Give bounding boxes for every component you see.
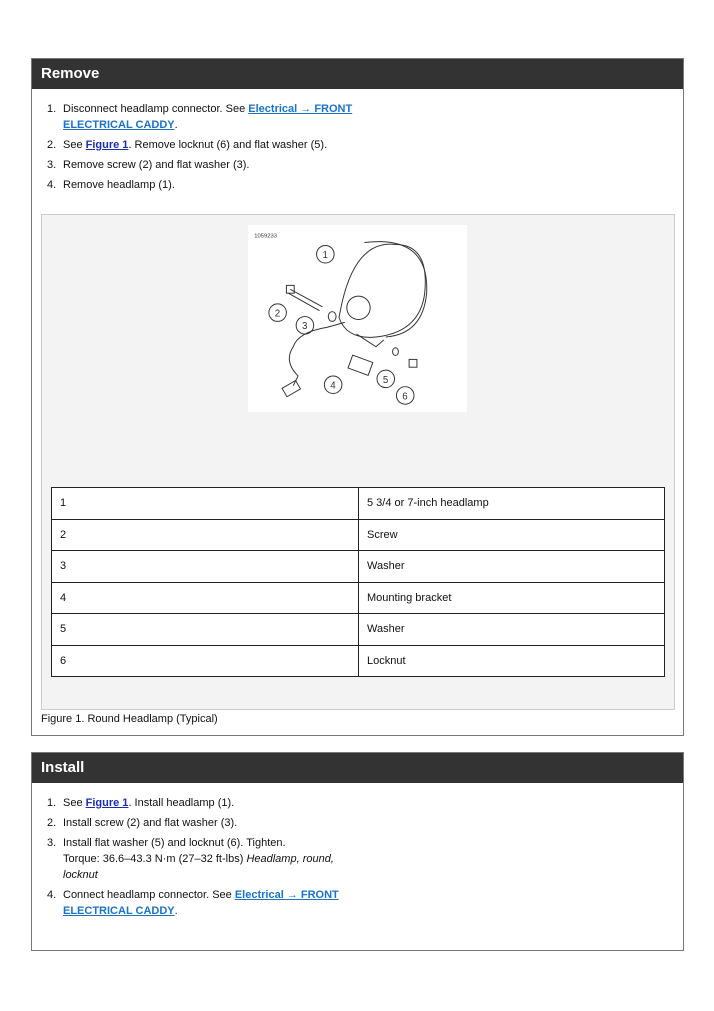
electrical-caddy-link[interactable]: Electrical → FRONT ELECTRICAL CADDY bbox=[63, 889, 339, 917]
install-header: Install bbox=[32, 753, 683, 783]
table-row: 3 Washer bbox=[52, 551, 665, 583]
table-row: 2 Screw bbox=[52, 519, 665, 551]
table-row: 4 Mounting bracket bbox=[52, 582, 665, 614]
install-step-2: 2. Install screw (2) and flat washer (3). bbox=[47, 817, 238, 829]
remove-step-3: 3. Remove screw (2) and flat washer (3). bbox=[47, 159, 250, 171]
parts-legend-table bbox=[51, 487, 665, 677]
remove-step-1: 1. Disconnect headlamp connector. See Electrical → FRONT ELECTRICAL CADDY. bbox=[47, 103, 353, 131]
table-row: 6 Locknut bbox=[52, 645, 665, 677]
remove-header: Remove bbox=[32, 59, 683, 89]
table-row: 1 5 3/4 or 7-inch headlamp bbox=[52, 488, 665, 520]
svg-text:3: 3 bbox=[301, 321, 308, 333]
svg-text:4: 4 bbox=[330, 380, 336, 392]
table-row: 5 Washer bbox=[52, 614, 665, 646]
svg-text:6: 6 bbox=[402, 391, 408, 403]
install-section bbox=[31, 752, 684, 951]
figure-1-link[interactable]: Figure 1 bbox=[85, 797, 129, 809]
install-step-4: 4. Connect headlamp connector. See Electrical → FRONT ELECTRICAL CADDY. bbox=[47, 889, 339, 917]
headlamp-illustration bbox=[248, 225, 467, 412]
install-step-3: 3. Install flat washer (5) and locknut (6). Tighten. Torque: 36.6–43.3 N·m (27–32 ft-lbs) Headlamp, round, locknut bbox=[47, 837, 334, 881]
torque-spec: Torque: 36.6–43.3 N·m (27–32 ft-lbs) bbox=[63, 853, 247, 865]
figure-box bbox=[41, 214, 675, 710]
remove-step-2: 2. See Figure 1. Remove locknut (6) and flat washer (5). bbox=[47, 139, 328, 151]
remove-steps bbox=[47, 101, 377, 197]
svg-text:2: 2 bbox=[274, 308, 281, 320]
install-step-1: 1. See Figure 1. Install headlamp (1). bbox=[47, 797, 235, 809]
remove-step-4: 4. Remove headlamp (1). bbox=[47, 179, 175, 191]
figure-1-link[interactable]: Figure 1 bbox=[85, 139, 129, 151]
svg-text:5: 5 bbox=[382, 374, 389, 386]
install-steps bbox=[47, 795, 367, 923]
remove-section bbox=[31, 58, 684, 736]
svg-text:1059233: 1059233 bbox=[254, 233, 277, 240]
electrical-caddy-link[interactable]: Electrical → FRONT ELECTRICAL CADDY bbox=[63, 103, 353, 131]
figure-caption: Figure 1. Round Headlamp (Typical) bbox=[41, 713, 218, 725]
svg-text:1: 1 bbox=[322, 250, 328, 262]
